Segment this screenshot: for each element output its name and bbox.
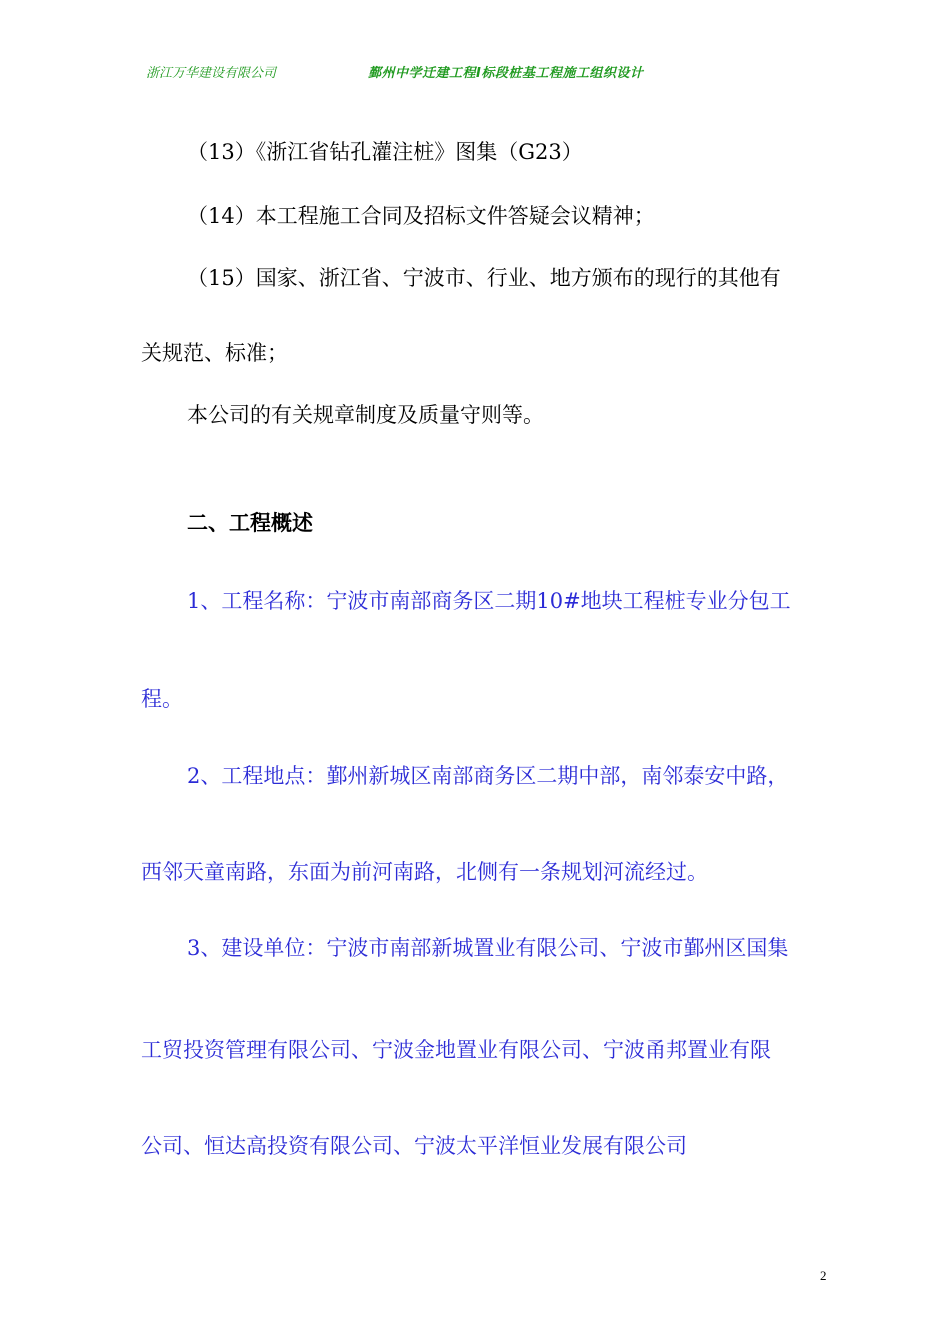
section-title: 二、工程概述	[187, 511, 313, 535]
reference-item-13: （13）《浙江省钻孔灌注桩》图集（G23）	[187, 140, 583, 164]
reference-item-15-line-1: （15）国家、浙江省、宁波市、行业、地方颁布的现行的其他有	[187, 266, 781, 290]
overview-item-3-line-1: 3、建设单位：宁波市南部新城置业有限公司、宁波市鄞州区国集	[187, 936, 789, 960]
company-rules-line: 本公司的有关规章制度及质量守则等。	[187, 403, 544, 427]
overview-item-3-line-3: 公司、恒达高投资有限公司、宁波太平洋恒业发展有限公司	[141, 1134, 687, 1158]
overview-item-1-line-1: 1、工程名称：宁波市南部商务区二期10#地块工程桩专业分包工	[187, 589, 791, 613]
overview-item-3-line-2: 工贸投资管理有限公司、宁波金地置业有限公司、宁波甬邦置业有限	[141, 1038, 771, 1062]
reference-item-15-line-2: 关规范、标准；	[141, 341, 288, 365]
page-number: 2	[820, 1268, 827, 1283]
overview-item-2-line-1: 2、工程地点：鄞州新城区南部商务区二期中部，南邻泰安中路，	[187, 764, 789, 788]
overview-item-1-line-2: 程。	[141, 687, 183, 711]
header-company-name: 浙江万华建设有限公司	[146, 66, 277, 81]
overview-item-2-line-2: 西邻天童南路，东面为前河南路，北侧有一条规划河流经过。	[141, 860, 708, 884]
page-header	[0, 62, 950, 84]
header-project-title: 鄞州中学迁建工程Ⅰ标段桩基工程施工组织设计	[368, 66, 644, 81]
reference-item-14: （14）本工程施工合同及招标文件答疑会议精神；	[187, 204, 655, 228]
